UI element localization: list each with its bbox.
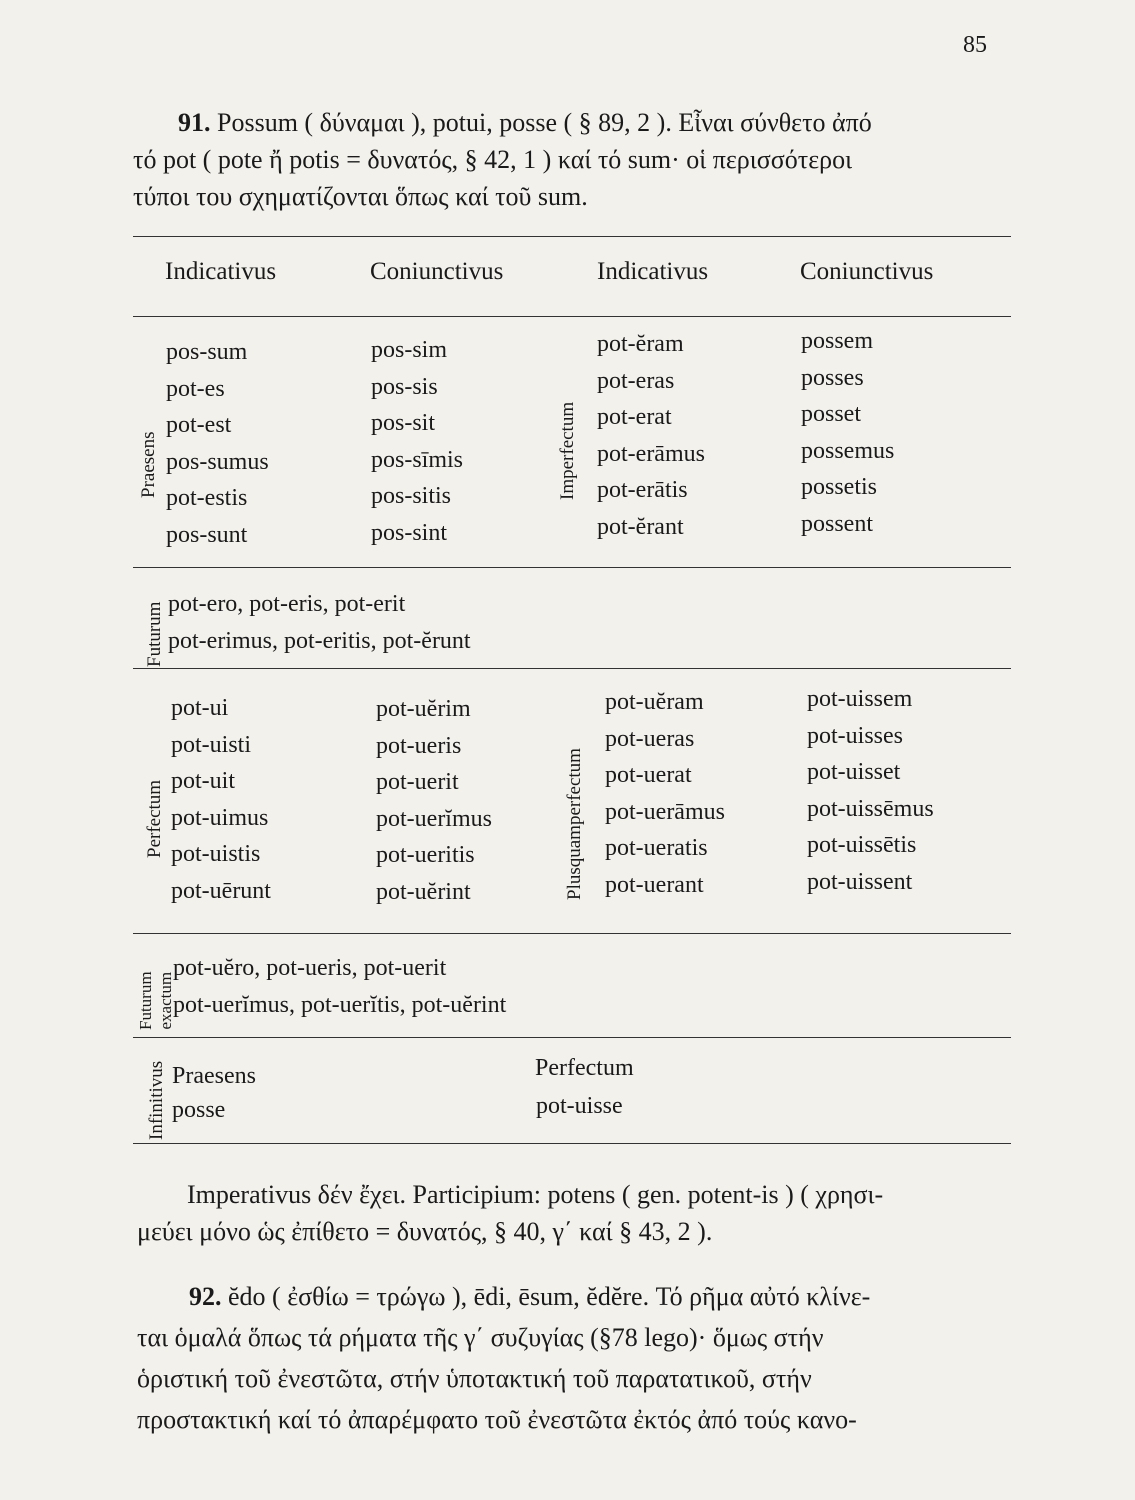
form-cell: pot-uĕrint [376, 878, 471, 905]
infinitivus-praesens-label: Praesens [172, 1063, 256, 1089]
futurum-exactum-column [173, 950, 506, 1023]
header-coniunctivus-2: Coniunctivus [800, 258, 934, 285]
form-cell: pot-uissent [807, 868, 913, 895]
imperfectum-indicativus-column [597, 326, 705, 545]
section-92-line-2: ται ὁμαλά ὅπως τά ρήματα τῆς γ΄ συζυγίας (§78 lego)· ὅμως στήν [137, 1323, 824, 1352]
form-cell: pot-erātis [597, 477, 688, 503]
form-cell: pot-ui [171, 695, 229, 721]
form-cell: pot-uistis [171, 841, 261, 867]
form-cell: pot-est [166, 412, 232, 438]
form-cell: pos-sumus [166, 448, 269, 475]
form-cell: pot-uissētis [807, 832, 917, 858]
form-cell: pot-uĕrim [376, 696, 471, 722]
infinitivus-praesens-form: posse [172, 1097, 226, 1123]
form-cell: pot-estis [166, 485, 248, 511]
form-cell: pot-uisses [807, 722, 903, 749]
form-cell: pot-erat [597, 404, 672, 430]
form-line: pot-erimus, pot-eritis, pot-ĕrunt [168, 627, 471, 654]
form-cell: pot-uerit [376, 769, 459, 795]
table-top-rule [133, 236, 1011, 237]
form-cell: pot-uimus [171, 804, 269, 831]
rule-after-futurum-exactum [133, 1037, 1011, 1038]
imperfectum-coniunctivus-column [801, 323, 894, 542]
perfectum-label: Perfectum [144, 779, 165, 858]
table-header-rule [133, 316, 1011, 317]
form-cell: posset [801, 401, 861, 427]
form-cell: pos-sīmis [371, 446, 464, 473]
imperativus-note [137, 1176, 1017, 1250]
note-line-1: Imperativus δέν ἔχει. Participium: potens ( gen. potent-is ) ( χρησι- [187, 1180, 884, 1209]
form-cell: pos-sunt [166, 521, 248, 548]
section-91-line-1: 91. Possum ( δύναμαι ), potui, posse ( § 89, 2 ). Εἶναι σύνθετο ἀπό [178, 108, 872, 137]
infinitivus-perfectum-form: pot-uisse [536, 1093, 623, 1119]
form-cell: pot-eras [597, 367, 675, 394]
plusquamperfectum-coniunctivus-column [807, 681, 934, 900]
infinitivus-perfectum-label: Perfectum [535, 1055, 634, 1081]
header-indicativus-2: Indicativus [597, 258, 709, 285]
form-cell: pot-uisti [171, 731, 252, 758]
header-coniunctivus-1: Coniunctivus [370, 258, 504, 285]
form-cell: pot-uissem [807, 686, 913, 712]
form-cell: possetis [801, 474, 878, 500]
rule-after-praesens [133, 567, 1011, 568]
page-number: 85 [963, 32, 987, 58]
form-cell: pot-es [166, 375, 225, 402]
form-cell: pot-ueris [376, 732, 462, 759]
infinitivus-label: Infinitivus [146, 1060, 167, 1140]
form-cell: pot-uerat [605, 762, 692, 788]
form-cell: pot-uerāmus [605, 798, 725, 825]
section-91-line-3: τύποι του σχηματίζονται ὅπως καί τοῦ sum. [133, 182, 588, 211]
form-cell: possent [801, 510, 873, 537]
form-line: pot-uĕro, pot-ueris, pot-uerit [173, 955, 447, 981]
form-line: pot-uerĭmus, pot-uerĭtis, pot-uĕrint [173, 991, 507, 1018]
form-cell: pot-ĕrant [597, 513, 684, 540]
form-cell: posses [801, 364, 864, 391]
praesens-label: Praesens [138, 431, 159, 498]
form-cell: possem [801, 328, 873, 354]
section-92-number: 92. [189, 1282, 222, 1311]
form-cell: pot-uērunt [171, 877, 271, 904]
section-92-line-3: ὁριστική τοῦ ἐνεστῶτα, στήν ὑποτακτική τοῦ παρατατικοῦ, στήν [137, 1364, 812, 1393]
form-cell: pot-uit [171, 768, 235, 794]
section-91-paragraph [133, 104, 1013, 215]
form-cell: pos-sitis [371, 483, 452, 509]
form-cell: pot-uĕram [605, 689, 704, 715]
form-cell: pot-ueras [605, 725, 695, 752]
praesens-coniunctivus-column [371, 332, 463, 551]
form-cell: pos-sint [371, 519, 448, 546]
form-cell: pot-uerant [605, 871, 704, 898]
section-91-number: 91. [178, 108, 211, 137]
form-cell: pot-erāmus [597, 440, 705, 467]
form-cell: pot-ueritis [376, 842, 475, 868]
header-indicativus-1: Indicativus [165, 258, 277, 285]
note-line-2: μεύει μόνο ὡς ἐπίθετο = δυνατός, § 40, γ΄ καί § 43, 2 ). [137, 1217, 713, 1246]
perfectum-coniunctivus-column [376, 691, 492, 910]
form-cell: pot-uisset [807, 759, 901, 785]
perfectum-indicativus-column [171, 690, 271, 909]
futurum-label: Futurum [144, 601, 165, 667]
form-cell: pot-ueratis [605, 835, 708, 861]
imperfectum-label: Imperfectum [557, 401, 578, 500]
form-cell: pos-sum [166, 339, 248, 365]
form-cell: pos-sis [371, 373, 438, 400]
rule-after-perfectum [133, 933, 1011, 934]
form-cell: pot-uerĭmus [376, 805, 492, 832]
table-bottom-rule [133, 1143, 1011, 1144]
futurum-column [168, 586, 471, 659]
form-cell: pos-sim [371, 337, 448, 363]
section-92-line-1: 92. ĕdo ( ἐσθίω = τρώγω ), ēdi, ēsum, ĕdĕre. Τό ρῆμα αὐτό κλίνε- [189, 1282, 871, 1311]
futurum-exactum-label: Futurum exactum [136, 971, 175, 1030]
praesens-indicativus-column [166, 334, 269, 553]
form-cell: pot-uissēmus [807, 795, 934, 822]
plusquamperfectum-indicativus-column [605, 684, 725, 903]
section-91-line-2: τό pot ( pote ἤ potis = δυνατός, § 42, 1 ) καί τό sum· οἱ περισσότεροι [133, 145, 853, 174]
form-line: pot-ero, pot-eris, pot-erit [168, 591, 406, 617]
form-cell: pot-ĕram [597, 331, 684, 357]
form-cell: pos-sit [371, 410, 436, 436]
section-92-line-4: προστακτική καί τό ἀπαρέμφατο τοῦ ἐνεστῶτα ἐκτός ἀπό τούς κανο- [137, 1405, 857, 1434]
form-cell: possemus [801, 437, 895, 464]
section-92-paragraph [137, 1276, 1017, 1440]
rule-after-futurum [133, 668, 1011, 669]
plusquamperfectum-label: Plusquamperfectum [564, 748, 585, 900]
